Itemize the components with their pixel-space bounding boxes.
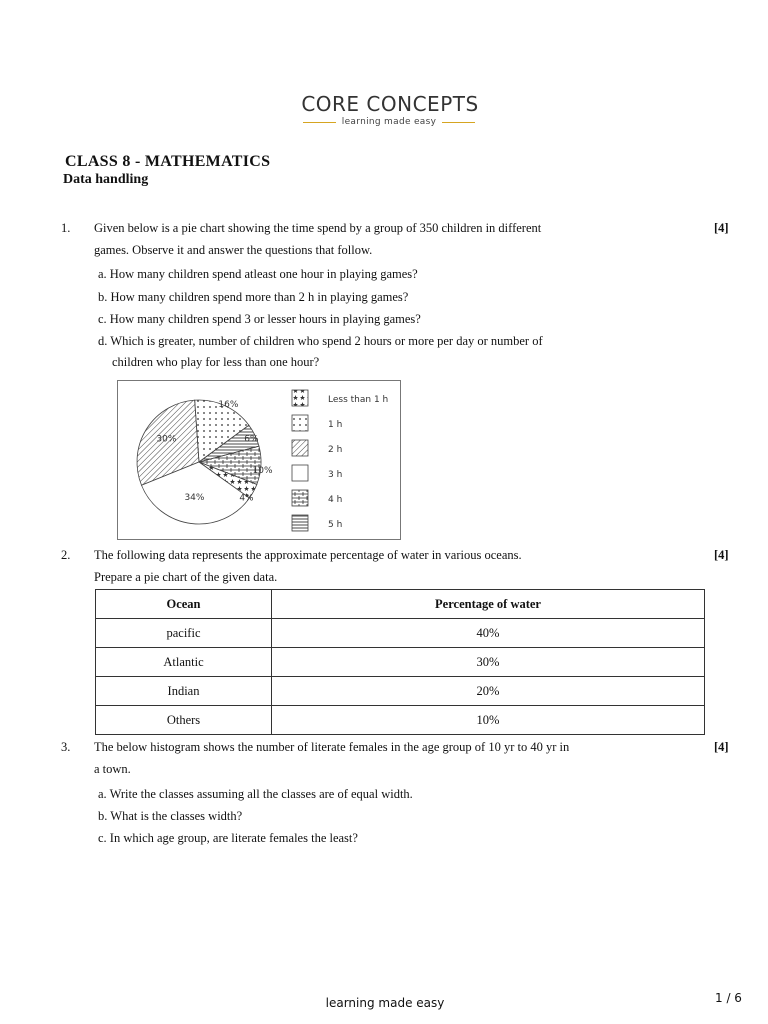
legend-label: 1 h — [328, 420, 343, 430]
pie-value-label: 30% — [156, 434, 177, 445]
question-1-line-2: games. Observe it and answer the questions that follow. — [94, 243, 373, 257]
topic-title: Data handling — [63, 172, 149, 187]
table-row — [96, 619, 705, 648]
table-cell-percentage: 10% — [272, 706, 705, 735]
table-cell-ocean: Indian — [96, 677, 272, 706]
question-3-line-1: The below histogram shows the number of literate females in the age group of 10 yr to 40 yr in — [94, 740, 570, 754]
question-3-text — [94, 736, 614, 780]
ocean-water-table — [95, 589, 705, 735]
question-3-number: 3. — [61, 740, 71, 754]
legend-label: 3 h — [328, 470, 343, 480]
pie-chart-figure — [117, 380, 401, 540]
question-2-line-1: The following data represents the approximate percentage of water in various oceans. — [94, 548, 522, 562]
table-cell-percentage: 30% — [272, 648, 705, 677]
legend-swatch — [292, 390, 308, 406]
table-header-percentage: Percentage of water — [272, 590, 705, 619]
pie-value-label: 4% — [239, 493, 254, 504]
legend-label: 4 h — [328, 495, 343, 505]
legend-swatch — [292, 440, 308, 456]
brand-tagline-text: learning made easy — [341, 117, 437, 127]
legend-label: 5 h — [328, 520, 343, 530]
table-cell-ocean: Atlantic — [96, 648, 272, 677]
pie-slices — [137, 400, 261, 524]
pie-value-label: 6% — [244, 434, 259, 445]
question-2-text — [94, 544, 594, 588]
question-1-marks: [4] — [714, 221, 729, 235]
question-3-line-2: a town. — [94, 762, 131, 776]
question-3-marks: [4] — [714, 740, 729, 754]
pie-value-label: 10% — [252, 466, 273, 477]
question-1-part-b: b. How many children spend more than 2 h in playing games? — [98, 290, 409, 304]
legend-swatch — [292, 415, 308, 431]
brand-logo-text: CORE CONCEPTS — [301, 92, 479, 116]
table-row — [96, 648, 705, 677]
pie-value-label: 34% — [184, 493, 205, 504]
class-title: CLASS 8 - MATHEMATICS — [65, 153, 271, 170]
question-2-marks: [4] — [714, 548, 729, 562]
question-1-text — [94, 217, 594, 261]
question-3-part-a: a. Write the classes assuming all the classes are of equal width. — [98, 787, 413, 801]
question-1-line-1: Given below is a pie chart showing the time spend by a group of 350 children in different — [94, 221, 542, 235]
question-1-part-c: c. How many children spend 3 or lesser hours in playing games? — [98, 312, 421, 326]
question-2-number: 2. — [61, 548, 71, 562]
tagline-rule-left — [303, 122, 336, 123]
legend-label: Less than 1 h — [328, 395, 389, 405]
question-1-part-a: a. How many children spend atleast one hour in playing games? — [98, 267, 418, 281]
legend-label: 2 h — [328, 445, 343, 455]
footer-tagline: learning made easy — [325, 996, 445, 1010]
table-cell-percentage: 20% — [272, 677, 705, 706]
table-header-row — [96, 590, 705, 619]
table-cell-percentage: 40% — [272, 619, 705, 648]
pie-value-label: 16% — [218, 399, 239, 410]
question-2-line-2: Prepare a pie chart of the given data. — [94, 570, 278, 584]
table-cell-ocean: pacific — [96, 619, 272, 648]
question-3-part-b: b. What is the classes width? — [98, 809, 243, 823]
brand-tagline — [303, 116, 475, 128]
question-1-number: 1. — [61, 221, 71, 235]
page-number: 1 / 6 — [715, 991, 742, 1005]
table-row — [96, 677, 705, 706]
legend-swatch — [292, 490, 308, 506]
question-3-part-c: c. In which age group, are literate females the least? — [98, 831, 358, 845]
question-1-part-d: d. Which is greater, number of children who spend 2 hours or more per day or number of — [98, 334, 543, 348]
tagline-rule-right — [442, 122, 475, 123]
table-header-ocean: Ocean — [96, 590, 272, 619]
table-cell-ocean: Others — [96, 706, 272, 735]
legend-swatch — [292, 515, 308, 531]
question-1-part-d-cont: children who play for less than one hour? — [112, 355, 320, 369]
table-row — [96, 706, 705, 735]
legend-swatch — [292, 465, 308, 481]
